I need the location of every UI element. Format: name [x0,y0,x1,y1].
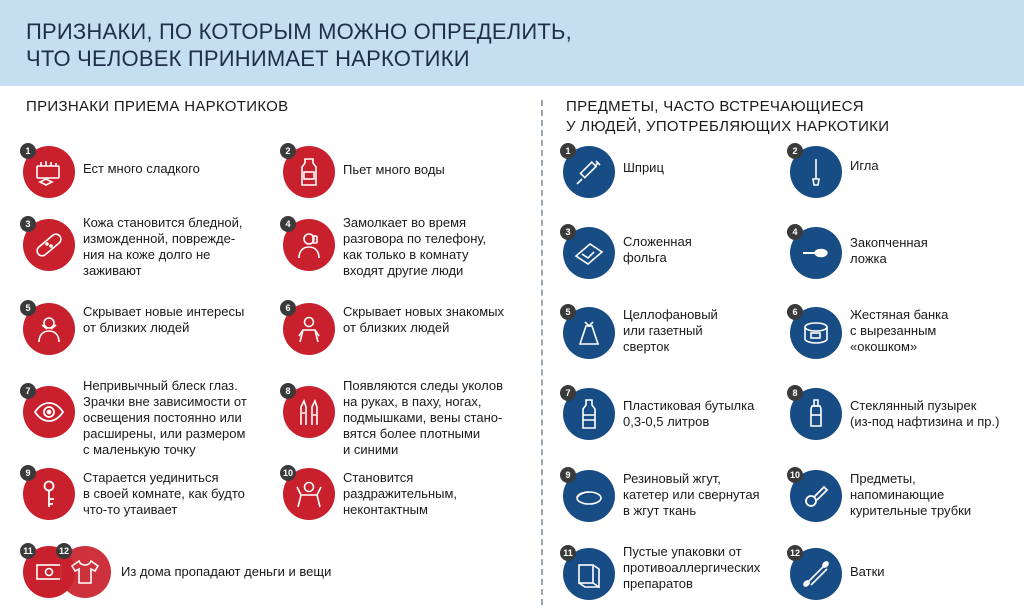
object-number: 2 [787,143,803,159]
left-section-title [26,97,288,117]
object-label-line: курительные трубки [850,503,972,518]
sign-label [343,470,457,518]
sign-label [83,470,245,518]
sign-number: 3 [20,216,36,232]
sign-label [343,215,486,279]
sign-number: 6 [280,300,296,316]
object-number: 9 [560,467,576,483]
can-icon [799,316,833,350]
object-label-line: Игла [850,158,879,173]
object-label-line: в жгут ткань [623,503,697,518]
sign-label-line: подмышками, вены стано- [343,410,503,425]
cotton-swab-icon [799,557,833,591]
spoon-icon [799,236,833,270]
object-label-line: «окошком» [850,339,918,354]
object-label-line: Пустые упаковки от [623,544,742,559]
header-banner [0,0,1024,86]
syringe-icon [572,155,606,189]
bandage-icon [32,228,66,262]
sign-label-line: неконтактным [343,502,428,517]
page-title [26,18,726,72]
sign-number: 4 [280,216,296,232]
sign-label-line: освещения постоянно или [83,410,242,425]
bag-icon [572,316,606,350]
sign-label-line: Замолкает во время [343,215,467,230]
object-label-line: катетер или свернутая [623,487,760,502]
object-label [850,398,999,430]
object-label-line: препаратов [623,576,693,591]
sign-label-line: на руках, в паху, ногах, [343,394,482,409]
page-title-line: ЧТО ЧЕЛОВЕК ПРИНИМАЕТ НАРКОТИКИ [26,46,470,71]
sign-label-line: Пьет много воды [343,162,445,177]
right-section-title-line: У ЛЮДЕЙ, УПОТРЕБЛЯЮЩИХ НАРКОТИКИ [566,118,890,135]
object-label-line: Пластиковая бутылка [623,398,755,413]
bottle-icon [572,397,606,431]
object-label [623,471,760,519]
object-number: 3 [560,224,576,240]
object-label-line: или газетный [623,323,703,338]
sweets-icon [32,155,66,189]
sign-label [83,304,244,336]
sign-label-line: в своей комнате, как будто [83,486,245,501]
object-number: 10 [787,467,803,483]
angry-person-icon [292,477,326,511]
object-label-line: ложка [850,251,887,266]
object-label-line: с вырезанным [850,323,937,338]
object-label [850,158,879,174]
right-section-title-line: ПРЕДМЕТЫ, ЧАСТО ВСТРЕЧАЮЩИЕСЯ [566,98,864,115]
object-number: 11 [560,545,576,561]
key-icon [32,477,66,511]
sign-label-line: Старается уединиться [83,470,219,485]
object-number: 8 [787,385,803,401]
sign-number: 8 [280,383,296,399]
hidden-face-icon [32,312,66,346]
object-number: 6 [787,304,803,320]
sign-number: 2 [280,143,296,159]
object-label [623,398,754,430]
sign-number: 7 [20,383,36,399]
section-divider [541,100,543,605]
sign-label-line: изможденной, поврежде- [83,231,236,246]
needle-icon [799,155,833,189]
clothes-icon [68,555,102,589]
object-number: 12 [787,545,803,561]
object-label [850,471,971,519]
object-label-line: Стеклянный пузырек [850,398,977,413]
sign-label-line: ния на коже долго не [83,247,211,262]
sign-label-line: Появляются следы уколов [343,378,503,393]
pipe-icon [799,479,833,513]
sign-label [121,564,331,580]
sign-label [83,378,247,458]
phone-person-icon [292,228,326,262]
object-label-line: Закопченная [850,235,928,250]
vial-icon [799,397,833,431]
object-label-line: противоаллергических [623,560,761,575]
arms-injection-icon [292,395,326,429]
package-icon [572,557,606,591]
foil-icon [572,236,606,270]
sign-label-line: Кожа становится бледной, [83,215,243,230]
page-title-line: ПРИЗНАКИ, ПО КОТОРЫМ МОЖНО ОПРЕДЕЛИТЬ, [26,19,572,44]
sign-number: 10 [280,465,296,481]
sign-label-line: Зрачки вне зависимости от [83,394,247,409]
right-section-title [566,97,889,137]
sign-label-line: Непривычный блеск глаз. [83,378,238,393]
object-number: 5 [560,304,576,320]
sign-label-line: как только в комнату [343,247,469,262]
sign-label-line: Скрывает новых знакомых [343,304,504,319]
hiding-person-icon [292,312,326,346]
sign-label [343,304,504,336]
sign-number: 12 [56,543,72,559]
object-label [850,307,948,355]
object-label-line: напоминающие [850,487,945,502]
object-label-line: Жестяная банка [850,307,949,322]
object-number: 1 [560,143,576,159]
object-label [850,235,928,267]
eye-icon [32,395,66,429]
sign-label-line: разговора по телефону, [343,231,487,246]
sign-label [83,161,200,177]
sign-label-line: и синими [343,442,399,457]
sign-label-line: Из дома пропадают деньги и вещи [121,564,332,579]
object-label-line: Ватки [850,564,885,579]
sign-number: 11 [20,543,36,559]
sign-label-line: расширены, или размером [83,426,246,441]
object-label-line: фольга [623,250,667,265]
object-label-line: Резиновый жгут, [623,471,721,486]
sign-number: 1 [20,143,36,159]
object-label [623,544,760,592]
sign-label [343,162,445,178]
sign-number: 5 [20,300,36,316]
sign-label [83,215,243,279]
object-label-line: Предметы, [850,471,916,486]
object-label [623,234,692,266]
sign-label-line: с маленькую точку [83,442,196,457]
object-number: 4 [787,224,803,240]
object-label [623,160,664,176]
sign-label-line: от близких людей [343,320,450,335]
object-label-line: Сложенная [623,234,692,249]
object-number: 7 [560,385,576,401]
tourniquet-icon [572,479,606,513]
object-label-line: Целлофановый [623,307,718,322]
object-label [850,564,885,580]
object-label-line: Шприц [623,160,664,175]
sign-label-line: раздражительным, [343,486,458,501]
sign-label-line: что-то утаивает [83,502,178,517]
left-section-title-line: ПРИЗНАКИ ПРИЕМА НАРКОТИКОВ [26,98,289,115]
sign-label-line: от близких людей [83,320,190,335]
sign-label-line: вятся более плотными [343,426,481,441]
object-label-line: сверток [623,339,670,354]
sign-number: 9 [20,465,36,481]
sign-label [343,378,503,458]
object-label [623,307,718,355]
sign-label-line: Ест много сладкого [83,161,200,176]
object-label-line: 0,3-0,5 литров [623,414,710,429]
sign-label-line: входят другие люди [343,263,464,278]
sign-label-line: Скрывает новые интересы [83,304,245,319]
sign-label-line: заживают [83,263,142,278]
water-bottle-icon [292,155,326,189]
object-label-line: (из-под нафтизина и пр.) [850,414,1000,429]
sign-label-line: Становится [343,470,414,485]
